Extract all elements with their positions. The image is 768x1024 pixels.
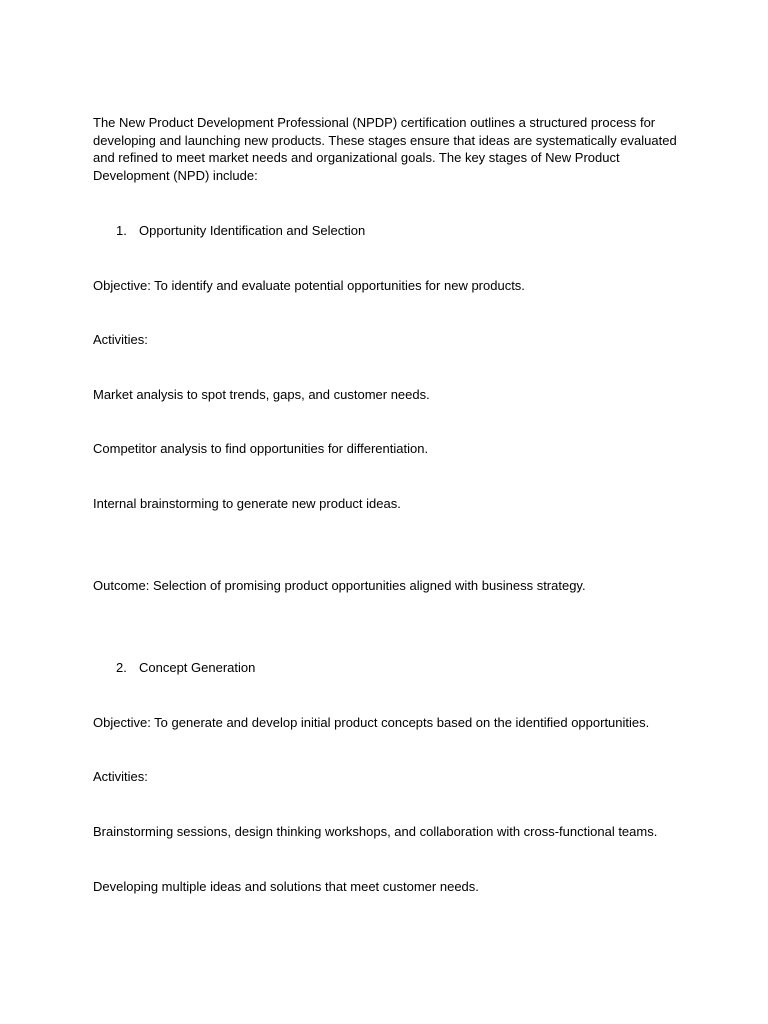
- stage-1-activity: Internal brainstorming to generate new product ideas.: [93, 496, 401, 511]
- stage-1-outcome: Outcome: Selection of promising product opportunities aligned with business strategy.: [93, 578, 586, 593]
- stage-1-activities-label: Activities:: [93, 332, 148, 347]
- stage-2-number: 2.: [116, 660, 127, 675]
- stage-1-title: Opportunity Identification and Selection: [139, 223, 366, 238]
- stage-2-activity: Developing multiple ideas and solutions that meet customer needs.: [93, 879, 479, 894]
- intro-paragraph: The New Product Development Professional (NPDP) certification outlines a structured process for developing and launching new products. These stages ensure that ideas are systematically evaluated and refined to meet market needs and organizational goals. The key stages of New Product Development (NPD) include:: [93, 115, 677, 183]
- stage-1-number: 1.: [116, 223, 127, 238]
- stage-2-activity: Brainstorming sessions, design thinking workshops, and collaboration with cross-functional teams.: [93, 824, 658, 839]
- stage-2-objective: Objective: To generate and develop initial product concepts based on the identified opportunities.: [93, 715, 650, 730]
- stage-1-activity: Competitor analysis to find opportunities for differentiation.: [93, 441, 429, 456]
- stage-2-activities-label: Activities:: [93, 769, 148, 784]
- stage-1-activity: Market analysis to spot trends, gaps, and customer needs.: [93, 387, 430, 402]
- stage-1-objective: Objective: To identify and evaluate potential opportunities for new products.: [93, 278, 525, 293]
- stage-2-title: Concept Generation: [139, 660, 256, 675]
